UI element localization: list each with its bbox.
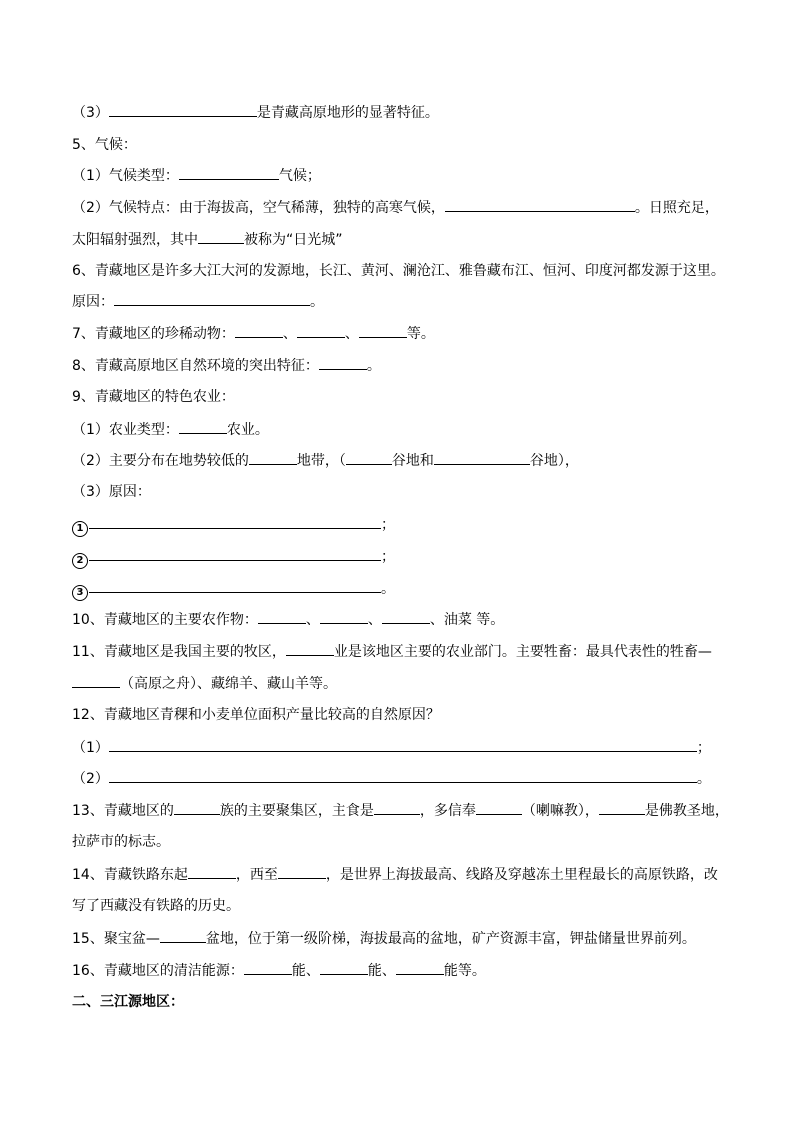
item-text: 8、青藏高原地区自然环境的突出特征：: [72, 358, 319, 374]
reason-1: [72, 515, 395, 537]
item-text: 能、: [367, 963, 396, 979]
answer-blank[interactable]: [174, 801, 220, 815]
item-text: 太阳辐射强烈，其中: [72, 232, 198, 248]
item-text: 是佛教圣地，: [644, 803, 729, 819]
item-12-1: [72, 738, 711, 757]
section-heading: 二、三江源地区：: [72, 994, 184, 1010]
item-text: 11、青藏地区是我国主要的牧区，: [72, 644, 286, 660]
answer-blank[interactable]: [109, 769, 697, 783]
item-text: 14、青藏铁路东起: [72, 867, 188, 883]
answer-blank[interactable]: [244, 961, 292, 975]
section-2-heading: [72, 993, 184, 1011]
answer-blank[interactable]: [476, 801, 522, 815]
answer-blank[interactable]: [382, 610, 430, 624]
item-text: 盆地，位于第一级阶梯，海拔最高的盆地，矿产资源丰富，钾盐储量世界前列。: [205, 931, 696, 947]
item-9-1: [72, 420, 269, 439]
item-text: 。: [696, 771, 711, 787]
item-text: 等。: [406, 326, 435, 342]
answer-blank[interactable]: [319, 356, 367, 370]
item-text: 业是该地区主要的农业部门。主要牲畜：最具代表性的牲畜—: [333, 644, 712, 660]
reason-3: [72, 579, 395, 601]
item-15: [72, 929, 696, 948]
answer-blank[interactable]: [188, 865, 236, 879]
answer-blank[interactable]: [297, 324, 345, 338]
item-text: （喇嘛教），: [521, 803, 599, 819]
answer-blank[interactable]: [72, 674, 120, 688]
item-5-3: [72, 230, 343, 249]
item-11: [72, 642, 712, 661]
item-text: 、油菜 等。: [429, 612, 505, 628]
item-9-heading: [72, 388, 235, 406]
item-text: 谷地），: [529, 453, 579, 469]
answer-blank[interactable]: [346, 451, 392, 465]
item-text: （1）气候类型：: [72, 168, 179, 184]
answer-blank[interactable]: [179, 166, 279, 180]
item-13-cont: [72, 833, 170, 851]
item-text: 能、: [291, 963, 320, 979]
answer-blank[interactable]: [109, 738, 697, 752]
item-label: （3）: [72, 105, 109, 121]
item-text: 地带，（: [296, 453, 346, 469]
answer-blank[interactable]: [198, 230, 244, 244]
item-text: 15、聚宝盆—: [72, 931, 160, 947]
answer-blank[interactable]: [445, 198, 635, 212]
item-5-1: [72, 166, 321, 185]
item-12-2: [72, 769, 711, 788]
item-text: 谷地和: [391, 453, 434, 469]
item-text: 原因：: [72, 294, 114, 310]
separator: 、: [344, 326, 359, 342]
answer-blank[interactable]: [160, 929, 206, 943]
item-14: [72, 865, 718, 884]
item-text: 拉萨市的标志。: [72, 834, 170, 850]
item-text: ，多信奉: [419, 803, 476, 819]
answer-blank[interactable]: [359, 324, 407, 338]
answer-blank[interactable]: [89, 579, 381, 593]
item-text: （3）原因：: [72, 484, 151, 500]
item-text: 10、青藏地区的主要农作物：: [72, 612, 258, 628]
separator: 、: [305, 612, 320, 628]
item-text: 。日照充足，: [634, 200, 719, 216]
item-text: （2）气候特点：由于海拔高，空气稀薄，独特的高寒气候，: [72, 200, 445, 216]
circled-number: 1: [72, 521, 88, 537]
item-14-cont: [72, 897, 240, 915]
item-text: 12、青藏地区青稞和小麦单位面积产量比较高的自然原因？: [72, 707, 440, 723]
separator: 、: [282, 326, 297, 342]
item-9-3: [72, 483, 151, 501]
item-text: 7、青藏地区的珍稀动物：: [72, 326, 235, 342]
item-text: 能等。: [443, 963, 486, 979]
item-9-2: [72, 451, 579, 470]
answer-blank[interactable]: [179, 420, 227, 434]
item-8: [72, 356, 381, 375]
separator: 、: [367, 612, 382, 628]
answer-blank[interactable]: [258, 610, 306, 624]
item-text: 。: [310, 294, 324, 310]
answer-blank[interactable]: [278, 865, 326, 879]
item-text: 。: [381, 581, 395, 597]
item-text: 写了西藏没有铁路的历史。: [72, 898, 240, 914]
item-text: 6、青藏地区是许多大江大河的发源地，长江、黄河、澜沧江、雅鲁藏布江、恒河、印度河都发源于这里。: [72, 263, 725, 279]
item-6-reason: [72, 292, 324, 311]
item-text: 被称为“日光城”: [244, 232, 343, 248]
answer-blank[interactable]: [396, 961, 444, 975]
answer-blank[interactable]: [249, 451, 297, 465]
item-text: ，西至: [235, 867, 278, 883]
answer-blank[interactable]: [320, 610, 368, 624]
item-16: [72, 961, 486, 980]
answer-blank[interactable]: [109, 103, 257, 117]
item-text: 是青藏高原地形的显著特征。: [256, 105, 439, 121]
answer-blank[interactable]: [89, 515, 381, 529]
answer-blank[interactable]: [235, 324, 283, 338]
item-text: 族的主要聚集区，主食是: [219, 803, 374, 819]
answer-blank[interactable]: [599, 801, 645, 815]
item-text: 16、青藏地区的清洁能源：: [72, 963, 244, 979]
reason-2: [72, 547, 395, 569]
item-text: ；: [381, 549, 395, 565]
item-text: ；: [381, 517, 395, 533]
item-6: [72, 262, 725, 280]
item-5-2: [72, 198, 719, 217]
item-text: 农业。: [226, 422, 269, 438]
answer-blank[interactable]: [114, 292, 310, 306]
item-text: ，是世界上海拔最高、线路及穿越冻土里程最长的高原铁路，改: [325, 867, 718, 883]
item-text: （1）: [72, 740, 109, 756]
item-text: ；: [696, 740, 711, 756]
circled-number: 2: [72, 553, 88, 569]
item-10: [72, 610, 504, 629]
item-text: 气候；: [278, 168, 321, 184]
answer-blank[interactable]: [286, 642, 334, 656]
item-text: （2）主要分布在地势较低的: [72, 453, 249, 469]
item-5-heading: [72, 136, 137, 154]
item-11-cont: [72, 674, 337, 693]
section-heading: 5、气候：: [72, 137, 137, 153]
answer-blank[interactable]: [89, 547, 381, 561]
item-text: （1）农业类型：: [72, 422, 179, 438]
answer-blank[interactable]: [434, 451, 530, 465]
item-13: [72, 801, 729, 820]
item-text: 。: [366, 358, 381, 374]
item-text: 13、青藏地区的: [72, 803, 174, 819]
section-heading: 9、青藏地区的特色农业：: [72, 389, 235, 405]
item-text: （2）: [72, 771, 109, 787]
circled-number: 3: [72, 585, 88, 601]
item-4-3: [72, 103, 439, 122]
answer-blank[interactable]: [320, 961, 368, 975]
item-12: [72, 706, 440, 724]
item-7: [72, 324, 435, 343]
item-text: （高原之舟）、藏绵羊、藏山羊等。: [120, 676, 337, 692]
answer-blank[interactable]: [374, 801, 420, 815]
